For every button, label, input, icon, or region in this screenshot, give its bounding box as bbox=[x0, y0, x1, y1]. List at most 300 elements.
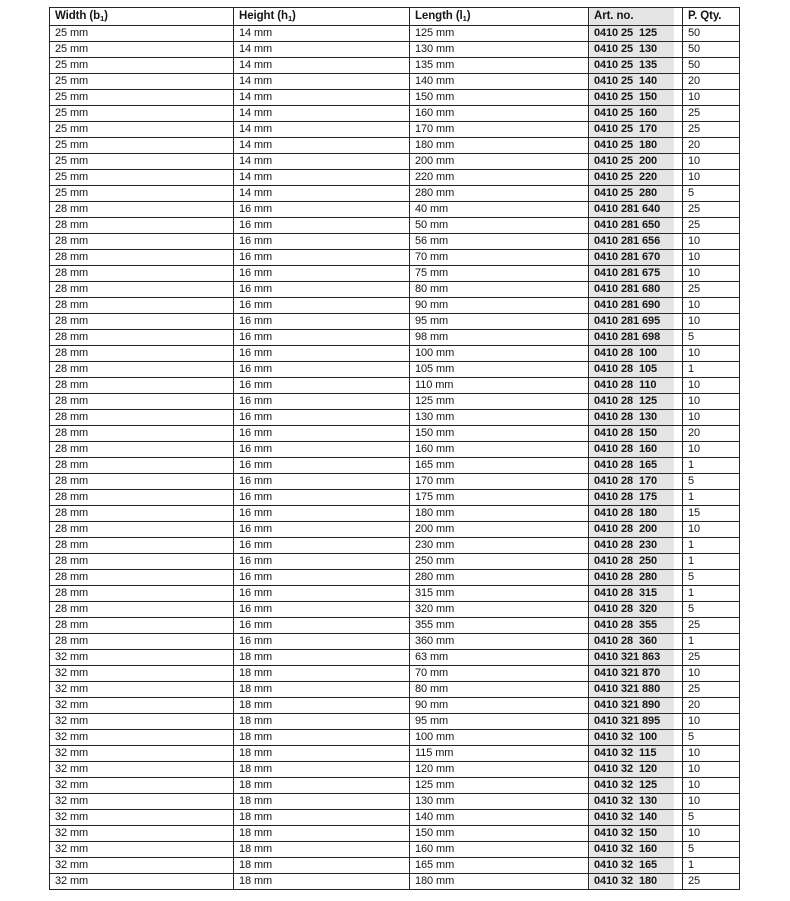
length-cell: 40 mm bbox=[410, 202, 589, 218]
width-cell: 28 mm bbox=[50, 330, 234, 346]
length-cell: 80 mm bbox=[410, 282, 589, 298]
art-no-cell: 0410 28 130 bbox=[589, 410, 683, 426]
length-cell: 140 mm bbox=[410, 74, 589, 90]
height-cell: 14 mm bbox=[234, 122, 410, 138]
art-no-cell: 0410 32 100 bbox=[589, 730, 683, 746]
art-no-cell: 0410 281 680 bbox=[589, 282, 683, 298]
height-cell: 18 mm bbox=[234, 826, 410, 842]
width-cell: 28 mm bbox=[50, 394, 234, 410]
height-cell: 16 mm bbox=[234, 314, 410, 330]
length-cell: 95 mm bbox=[410, 314, 589, 330]
length-cell: 125 mm bbox=[410, 778, 589, 794]
width-cell: 28 mm bbox=[50, 554, 234, 570]
height-cell: 14 mm bbox=[234, 170, 410, 186]
col-header-pack-qty bbox=[683, 8, 740, 26]
pack-qty-cell: 50 bbox=[683, 26, 740, 42]
art-no-cell: 0410 28 170 bbox=[589, 474, 683, 490]
table-row bbox=[50, 314, 740, 330]
table-row bbox=[50, 74, 740, 90]
height-cell: 18 mm bbox=[234, 698, 410, 714]
table-row bbox=[50, 730, 740, 746]
length-cell: 70 mm bbox=[410, 250, 589, 266]
pack-qty-cell: 10 bbox=[683, 522, 740, 538]
height-cell: 18 mm bbox=[234, 874, 410, 890]
length-cell: 355 mm bbox=[410, 618, 589, 634]
width-cell: 25 mm bbox=[50, 106, 234, 122]
table-row bbox=[50, 618, 740, 634]
length-cell: 130 mm bbox=[410, 794, 589, 810]
art-no-cell: 0410 25 170 bbox=[589, 122, 683, 138]
width-cell: 32 mm bbox=[50, 874, 234, 890]
table-row bbox=[50, 682, 740, 698]
pack-qty-cell: 10 bbox=[683, 378, 740, 394]
art-no-cell: 0410 32 125 bbox=[589, 778, 683, 794]
pack-qty-cell: 1 bbox=[683, 362, 740, 378]
pack-qty-cell: 20 bbox=[683, 138, 740, 154]
length-cell: 175 mm bbox=[410, 490, 589, 506]
pack-qty-cell: 10 bbox=[683, 442, 740, 458]
table-row bbox=[50, 634, 740, 650]
height-cell: 16 mm bbox=[234, 234, 410, 250]
length-cell: 280 mm bbox=[410, 570, 589, 586]
length-cell: 200 mm bbox=[410, 522, 589, 538]
pack-qty-cell: 5 bbox=[683, 730, 740, 746]
table-row bbox=[50, 26, 740, 42]
art-no-cell: 0410 28 125 bbox=[589, 394, 683, 410]
art-no-cell: 0410 28 250 bbox=[589, 554, 683, 570]
table-row bbox=[50, 650, 740, 666]
length-cell: 75 mm bbox=[410, 266, 589, 282]
height-cell: 16 mm bbox=[234, 442, 410, 458]
width-cell: 32 mm bbox=[50, 778, 234, 794]
pack-qty-cell: 1 bbox=[683, 490, 740, 506]
length-cell: 250 mm bbox=[410, 554, 589, 570]
pack-qty-cell: 10 bbox=[683, 298, 740, 314]
table-row bbox=[50, 810, 740, 826]
width-cell: 25 mm bbox=[50, 26, 234, 42]
table-row bbox=[50, 186, 740, 202]
height-cell: 18 mm bbox=[234, 666, 410, 682]
height-cell: 18 mm bbox=[234, 858, 410, 874]
table-row bbox=[50, 250, 740, 266]
art-no-cell: 0410 321 870 bbox=[589, 666, 683, 682]
height-cell: 18 mm bbox=[234, 650, 410, 666]
height-cell: 18 mm bbox=[234, 682, 410, 698]
width-cell: 28 mm bbox=[50, 458, 234, 474]
length-cell: 180 mm bbox=[410, 138, 589, 154]
pack-qty-cell: 25 bbox=[683, 618, 740, 634]
table-row bbox=[50, 90, 740, 106]
width-cell: 25 mm bbox=[50, 186, 234, 202]
width-cell: 32 mm bbox=[50, 762, 234, 778]
length-cell: 165 mm bbox=[410, 858, 589, 874]
pack-qty-cell: 10 bbox=[683, 314, 740, 330]
height-cell: 16 mm bbox=[234, 410, 410, 426]
art-no-cell: 0410 281 695 bbox=[589, 314, 683, 330]
height-cell: 16 mm bbox=[234, 618, 410, 634]
length-cell: 160 mm bbox=[410, 442, 589, 458]
width-cell: 28 mm bbox=[50, 522, 234, 538]
width-cell: 28 mm bbox=[50, 634, 234, 650]
art-no-cell: 0410 25 135 bbox=[589, 58, 683, 74]
header-art-no-text: Art. no. bbox=[594, 10, 634, 22]
width-cell: 32 mm bbox=[50, 794, 234, 810]
height-cell: 18 mm bbox=[234, 746, 410, 762]
pack-qty-cell: 1 bbox=[683, 634, 740, 650]
width-cell: 32 mm bbox=[50, 826, 234, 842]
width-cell: 28 mm bbox=[50, 362, 234, 378]
art-no-cell: 0410 32 150 bbox=[589, 826, 683, 842]
length-cell: 280 mm bbox=[410, 186, 589, 202]
height-cell: 14 mm bbox=[234, 74, 410, 90]
width-cell: 32 mm bbox=[50, 666, 234, 682]
width-cell: 32 mm bbox=[50, 698, 234, 714]
pack-qty-cell: 1 bbox=[683, 858, 740, 874]
height-cell: 18 mm bbox=[234, 810, 410, 826]
art-no-cell: 0410 321 890 bbox=[589, 698, 683, 714]
art-no-cell: 0410 32 160 bbox=[589, 842, 683, 858]
pack-qty-cell: 10 bbox=[683, 234, 740, 250]
width-cell: 32 mm bbox=[50, 810, 234, 826]
width-cell: 28 mm bbox=[50, 474, 234, 490]
table-row bbox=[50, 362, 740, 378]
art-no-cell: 0410 28 110 bbox=[589, 378, 683, 394]
art-no-cell: 0410 321 863 bbox=[589, 650, 683, 666]
pack-qty-cell: 20 bbox=[683, 426, 740, 442]
table-row bbox=[50, 490, 740, 506]
art-no-cell: 0410 32 180 bbox=[589, 874, 683, 890]
table-row bbox=[50, 746, 740, 762]
height-cell: 16 mm bbox=[234, 490, 410, 506]
width-cell: 25 mm bbox=[50, 58, 234, 74]
header-length-close: ) bbox=[466, 10, 471, 22]
art-no-cell: 0410 25 280 bbox=[589, 186, 683, 202]
art-no-cell: 0410 28 355 bbox=[589, 618, 683, 634]
width-cell: 28 mm bbox=[50, 506, 234, 522]
length-cell: 135 mm bbox=[410, 58, 589, 74]
height-cell: 16 mm bbox=[234, 218, 410, 234]
height-cell: 14 mm bbox=[234, 90, 410, 106]
art-no-cell: 0410 281 698 bbox=[589, 330, 683, 346]
art-no-cell: 0410 25 130 bbox=[589, 42, 683, 58]
length-cell: 150 mm bbox=[410, 426, 589, 442]
table-row bbox=[50, 826, 740, 842]
width-cell: 28 mm bbox=[50, 410, 234, 426]
pack-qty-cell: 10 bbox=[683, 410, 740, 426]
table-row bbox=[50, 394, 740, 410]
header-length-subscript: 1 bbox=[462, 14, 467, 23]
height-cell: 16 mm bbox=[234, 602, 410, 618]
length-cell: 100 mm bbox=[410, 346, 589, 362]
length-cell: 115 mm bbox=[410, 746, 589, 762]
header-height-close: ) bbox=[292, 10, 296, 22]
art-no-cell: 0410 28 175 bbox=[589, 490, 683, 506]
height-cell: 16 mm bbox=[234, 522, 410, 538]
width-cell: 25 mm bbox=[50, 122, 234, 138]
width-cell: 28 mm bbox=[50, 346, 234, 362]
width-cell: 25 mm bbox=[50, 138, 234, 154]
pack-qty-cell: 1 bbox=[683, 586, 740, 602]
width-cell: 25 mm bbox=[50, 170, 234, 186]
pack-qty-cell: 10 bbox=[683, 778, 740, 794]
length-cell: 170 mm bbox=[410, 474, 589, 490]
pack-qty-cell: 10 bbox=[683, 394, 740, 410]
pack-qty-cell: 5 bbox=[683, 474, 740, 490]
art-no-cell: 0410 281 675 bbox=[589, 266, 683, 282]
width-cell: 32 mm bbox=[50, 714, 234, 730]
width-cell: 32 mm bbox=[50, 682, 234, 698]
height-cell: 18 mm bbox=[234, 762, 410, 778]
width-cell: 28 mm bbox=[50, 538, 234, 554]
length-cell: 105 mm bbox=[410, 362, 589, 378]
length-cell: 230 mm bbox=[410, 538, 589, 554]
length-cell: 180 mm bbox=[410, 506, 589, 522]
width-cell: 32 mm bbox=[50, 746, 234, 762]
pack-qty-cell: 10 bbox=[683, 346, 740, 362]
table-row bbox=[50, 586, 740, 602]
height-cell: 16 mm bbox=[234, 266, 410, 282]
pack-qty-cell: 20 bbox=[683, 74, 740, 90]
table-row bbox=[50, 266, 740, 282]
length-cell: 50 mm bbox=[410, 218, 589, 234]
table-row bbox=[50, 282, 740, 298]
width-cell: 25 mm bbox=[50, 74, 234, 90]
art-no-cell: 0410 28 105 bbox=[589, 362, 683, 378]
art-no-cell: 0410 25 150 bbox=[589, 90, 683, 106]
table-row bbox=[50, 234, 740, 250]
height-cell: 16 mm bbox=[234, 282, 410, 298]
width-cell: 28 mm bbox=[50, 426, 234, 442]
art-no-cell: 0410 25 140 bbox=[589, 74, 683, 90]
width-cell: 25 mm bbox=[50, 90, 234, 106]
height-cell: 16 mm bbox=[234, 362, 410, 378]
height-cell: 16 mm bbox=[234, 394, 410, 410]
pack-qty-cell: 1 bbox=[683, 538, 740, 554]
art-no-cell: 0410 281 640 bbox=[589, 202, 683, 218]
width-cell: 32 mm bbox=[50, 858, 234, 874]
col-header-height bbox=[234, 8, 410, 26]
length-cell: 130 mm bbox=[410, 410, 589, 426]
length-cell: 360 mm bbox=[410, 634, 589, 650]
table-row bbox=[50, 602, 740, 618]
table-row bbox=[50, 458, 740, 474]
pack-qty-cell: 5 bbox=[683, 186, 740, 202]
height-cell: 16 mm bbox=[234, 298, 410, 314]
height-cell: 16 mm bbox=[234, 346, 410, 362]
table-row bbox=[50, 778, 740, 794]
height-cell: 16 mm bbox=[234, 506, 410, 522]
height-cell: 18 mm bbox=[234, 730, 410, 746]
length-cell: 95 mm bbox=[410, 714, 589, 730]
pack-qty-cell: 10 bbox=[683, 666, 740, 682]
art-no-cell: 0410 25 160 bbox=[589, 106, 683, 122]
height-cell: 14 mm bbox=[234, 42, 410, 58]
table-row bbox=[50, 762, 740, 778]
length-cell: 130 mm bbox=[410, 42, 589, 58]
width-cell: 28 mm bbox=[50, 378, 234, 394]
art-no-cell: 0410 28 200 bbox=[589, 522, 683, 538]
art-no-cell: 0410 28 100 bbox=[589, 346, 683, 362]
pack-qty-cell: 25 bbox=[683, 874, 740, 890]
height-cell: 16 mm bbox=[234, 538, 410, 554]
art-no-cell: 0410 25 125 bbox=[589, 26, 683, 42]
art-no-cell: 0410 28 315 bbox=[589, 586, 683, 602]
table-row bbox=[50, 138, 740, 154]
table-row bbox=[50, 522, 740, 538]
width-cell: 28 mm bbox=[50, 298, 234, 314]
width-cell: 28 mm bbox=[50, 602, 234, 618]
pack-qty-cell: 10 bbox=[683, 154, 740, 170]
length-cell: 125 mm bbox=[410, 394, 589, 410]
pack-qty-cell: 15 bbox=[683, 506, 740, 522]
catalog-page bbox=[49, 7, 739, 890]
header-width-close: ) bbox=[104, 10, 108, 22]
table-row bbox=[50, 330, 740, 346]
width-cell: 28 mm bbox=[50, 442, 234, 458]
col-header-art-no bbox=[589, 8, 683, 26]
height-cell: 16 mm bbox=[234, 458, 410, 474]
height-cell: 16 mm bbox=[234, 250, 410, 266]
table-row bbox=[50, 858, 740, 874]
width-cell: 28 mm bbox=[50, 618, 234, 634]
table-row bbox=[50, 218, 740, 234]
art-no-cell: 0410 28 180 bbox=[589, 506, 683, 522]
width-cell: 28 mm bbox=[50, 234, 234, 250]
art-no-cell: 0410 32 120 bbox=[589, 762, 683, 778]
table-row bbox=[50, 554, 740, 570]
length-cell: 90 mm bbox=[410, 298, 589, 314]
table-row bbox=[50, 506, 740, 522]
pack-qty-cell: 10 bbox=[683, 826, 740, 842]
height-cell: 14 mm bbox=[234, 138, 410, 154]
height-cell: 16 mm bbox=[234, 426, 410, 442]
pack-qty-cell: 10 bbox=[683, 794, 740, 810]
width-cell: 28 mm bbox=[50, 250, 234, 266]
length-cell: 80 mm bbox=[410, 682, 589, 698]
length-cell: 70 mm bbox=[410, 666, 589, 682]
art-no-cell: 0410 32 140 bbox=[589, 810, 683, 826]
table-row bbox=[50, 58, 740, 74]
height-cell: 16 mm bbox=[234, 586, 410, 602]
art-no-cell: 0410 321 895 bbox=[589, 714, 683, 730]
pack-qty-cell: 5 bbox=[683, 330, 740, 346]
height-cell: 16 mm bbox=[234, 330, 410, 346]
header-height-subscript: 1 bbox=[287, 14, 293, 23]
table-row bbox=[50, 298, 740, 314]
length-cell: 150 mm bbox=[410, 90, 589, 106]
width-cell: 28 mm bbox=[50, 314, 234, 330]
length-cell: 160 mm bbox=[410, 106, 589, 122]
height-cell: 14 mm bbox=[234, 58, 410, 74]
width-cell: 28 mm bbox=[50, 570, 234, 586]
length-cell: 56 mm bbox=[410, 234, 589, 250]
table-row bbox=[50, 874, 740, 890]
pack-qty-cell: 1 bbox=[683, 554, 740, 570]
art-no-cell: 0410 28 150 bbox=[589, 426, 683, 442]
art-no-cell: 0410 281 650 bbox=[589, 218, 683, 234]
height-cell: 14 mm bbox=[234, 154, 410, 170]
art-no-cell: 0410 28 280 bbox=[589, 570, 683, 586]
height-cell: 16 mm bbox=[234, 634, 410, 650]
table-row bbox=[50, 202, 740, 218]
pack-qty-cell: 25 bbox=[683, 650, 740, 666]
art-no-cell: 0410 321 880 bbox=[589, 682, 683, 698]
pack-qty-cell: 10 bbox=[683, 714, 740, 730]
length-cell: 100 mm bbox=[410, 730, 589, 746]
table-row bbox=[50, 714, 740, 730]
pack-qty-cell: 1 bbox=[683, 458, 740, 474]
length-cell: 320 mm bbox=[410, 602, 589, 618]
pack-qty-cell: 10 bbox=[683, 762, 740, 778]
table-row bbox=[50, 794, 740, 810]
height-cell: 16 mm bbox=[234, 474, 410, 490]
height-cell: 16 mm bbox=[234, 554, 410, 570]
header-length-text: Length (l bbox=[415, 10, 463, 22]
width-cell: 32 mm bbox=[50, 650, 234, 666]
table-row bbox=[50, 106, 740, 122]
width-cell: 25 mm bbox=[50, 154, 234, 170]
art-no-cell: 0410 25 220 bbox=[589, 170, 683, 186]
length-cell: 98 mm bbox=[410, 330, 589, 346]
art-no-cell: 0410 28 230 bbox=[589, 538, 683, 554]
art-no-cell: 0410 281 670 bbox=[589, 250, 683, 266]
header-pack-qty-text: P. Qty. bbox=[688, 10, 722, 22]
header-width-text: Width (b bbox=[55, 10, 101, 22]
table-row bbox=[50, 42, 740, 58]
table-row bbox=[50, 442, 740, 458]
height-cell: 18 mm bbox=[234, 842, 410, 858]
length-cell: 90 mm bbox=[410, 698, 589, 714]
header-row bbox=[50, 8, 740, 26]
width-cell: 28 mm bbox=[50, 282, 234, 298]
art-no-cell: 0410 25 180 bbox=[589, 138, 683, 154]
height-cell: 18 mm bbox=[234, 714, 410, 730]
pack-qty-cell: 10 bbox=[683, 90, 740, 106]
art-no-cell: 0410 281 690 bbox=[589, 298, 683, 314]
table-row bbox=[50, 426, 740, 442]
header-height-text: Height (h bbox=[239, 10, 288, 22]
table-row bbox=[50, 842, 740, 858]
art-no-cell: 0410 28 360 bbox=[589, 634, 683, 650]
pack-qty-cell: 10 bbox=[683, 746, 740, 762]
table-row bbox=[50, 122, 740, 138]
pack-qty-cell: 50 bbox=[683, 42, 740, 58]
height-cell: 14 mm bbox=[234, 186, 410, 202]
length-cell: 165 mm bbox=[410, 458, 589, 474]
table-row bbox=[50, 666, 740, 682]
pack-qty-cell: 10 bbox=[683, 170, 740, 186]
width-cell: 28 mm bbox=[50, 266, 234, 282]
art-no-cell: 0410 25 200 bbox=[589, 154, 683, 170]
table-row bbox=[50, 410, 740, 426]
pack-qty-cell: 5 bbox=[683, 810, 740, 826]
pack-qty-cell: 5 bbox=[683, 842, 740, 858]
art-no-cell: 0410 32 130 bbox=[589, 794, 683, 810]
height-cell: 16 mm bbox=[234, 202, 410, 218]
pack-qty-cell: 25 bbox=[683, 682, 740, 698]
table-row bbox=[50, 570, 740, 586]
pack-qty-cell: 10 bbox=[683, 266, 740, 282]
length-cell: 150 mm bbox=[410, 826, 589, 842]
table-row bbox=[50, 170, 740, 186]
art-no-cell: 0410 28 160 bbox=[589, 442, 683, 458]
length-cell: 125 mm bbox=[410, 26, 589, 42]
art-no-cell: 0410 32 165 bbox=[589, 858, 683, 874]
pack-qty-cell: 25 bbox=[683, 282, 740, 298]
height-cell: 16 mm bbox=[234, 570, 410, 586]
art-no-cell: 0410 28 165 bbox=[589, 458, 683, 474]
width-cell: 32 mm bbox=[50, 730, 234, 746]
